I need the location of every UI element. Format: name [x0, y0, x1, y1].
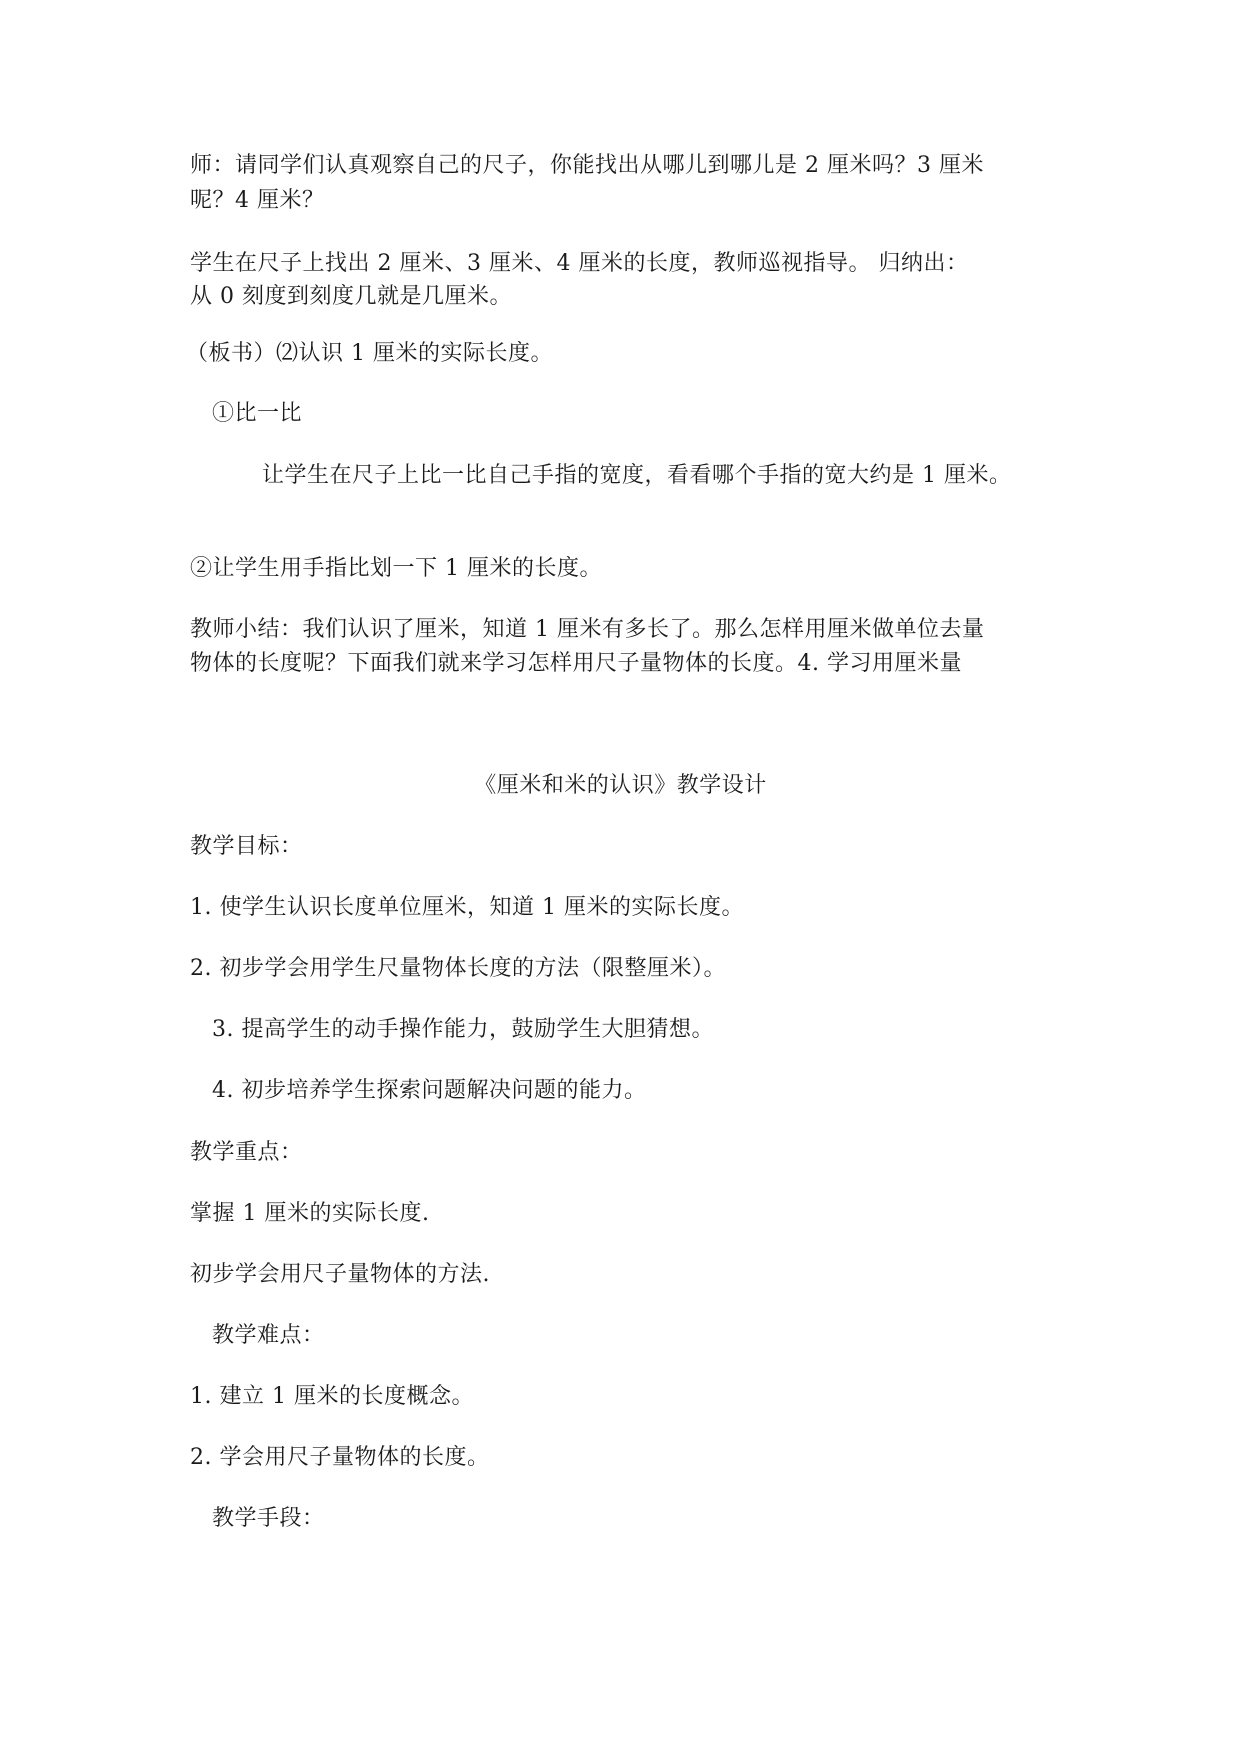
difficulty-item-1: 1. 建立 1 厘米的长度概念。 [190, 1384, 474, 1409]
goal-item-3: 3. 提高学生的动手操作能力，鼓励学生大胆猜想。 [212, 1017, 714, 1042]
section-heading-goals: 教学目标： [190, 834, 303, 859]
paragraph-student-find-line-1: 学生在尺子上找出 2 厘米、3 厘米、4 厘米的长度，教师巡视指导。 归纳出： [190, 251, 969, 276]
paragraph-student-find-line-2: 从 0 刻度到刻度几就是几厘米。 [190, 284, 512, 309]
compare-heading: ①比一比 [212, 401, 303, 426]
difficulty-item-2: 2. 学会用尺子量物体的长度。 [190, 1445, 490, 1470]
key-point-item-2: 初步学会用尺子量物体的方法. [190, 1262, 490, 1287]
teacher-summary-line-2: 物体的长度呢？下面我们就来学习怎样用尺子量物体的长度。4. 学习用厘米量 [190, 651, 962, 676]
goal-item-2: 2. 初步学会用学生尺量物体长度的方法（限整厘米）。 [190, 956, 726, 981]
key-point-item-1: 掌握 1 厘米的实际长度. [190, 1201, 430, 1226]
gesture-instruction: ②让学生用手指比划一下 1 厘米的长度。 [190, 556, 602, 581]
section-heading-key-points: 教学重点： [190, 1140, 303, 1165]
paragraph-teacher-question-line-2: 呢？4 厘米？ [190, 188, 325, 213]
section-heading-methods: 教学手段： [212, 1506, 325, 1531]
goal-item-4: 4. 初步培养学生探索问题解决问题的能力。 [212, 1078, 647, 1103]
goal-item-1: 1. 使学生认识长度单位厘米，知道 1 厘米的实际长度。 [190, 895, 744, 920]
teacher-summary-line-1: 教师小结：我们认识了厘米，知道 1 厘米有多长了。那么怎样用厘米做单位去量 [190, 617, 985, 642]
board-note-heading: （板书）⑵认识 1 厘米的实际长度。 [186, 341, 553, 366]
document-title: 《厘米和米的认识》教学设计 [474, 773, 767, 798]
section-heading-difficulties: 教学难点： [212, 1323, 325, 1348]
compare-instruction: 让学生在尺子上比一比自己手指的宽度，看看哪个手指的宽大约是 1 厘米。 [262, 463, 1012, 488]
paragraph-teacher-question-line-1: 师：请同学们认真观察自己的尺子，你能找出从哪儿到哪儿是 2 厘米吗？3 厘米 [190, 153, 984, 178]
